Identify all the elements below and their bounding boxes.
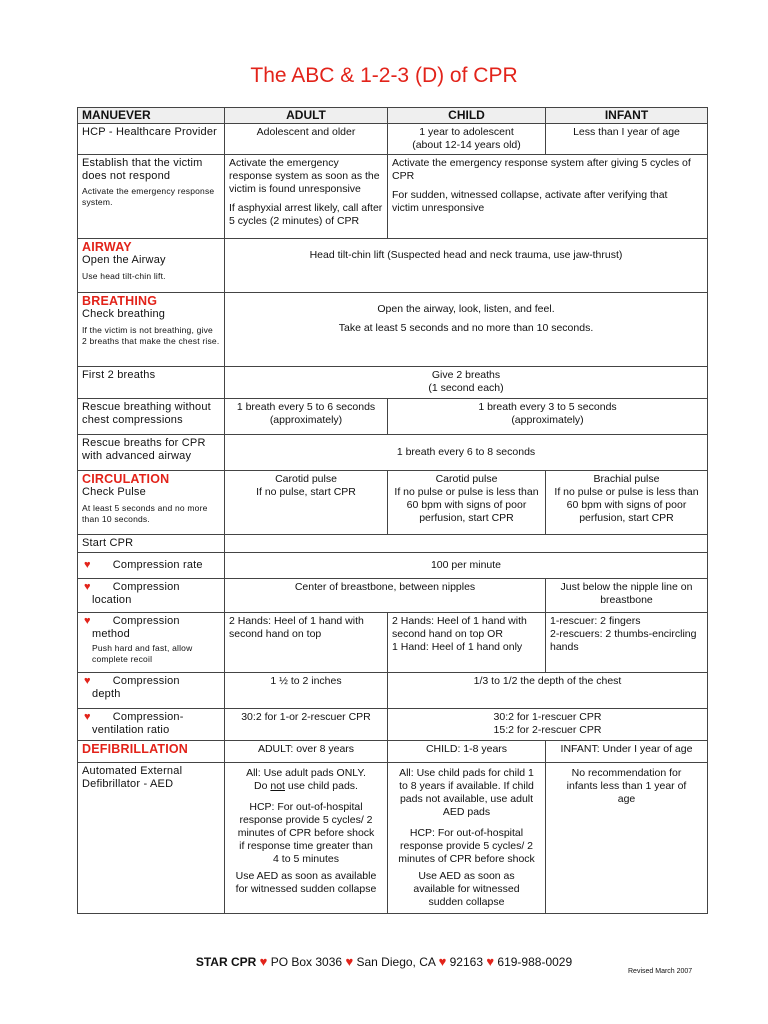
cell-line: Take at least 5 seconds and no more than 10 seconds.	[338, 322, 594, 334]
cell	[225, 763, 388, 914]
cell-line: 15:2 for 2-rescuer CPR	[493, 724, 602, 736]
row-label: Rescue breaths for CPR with advanced airway	[78, 435, 225, 471]
cell: 30:2 for 1-or 2-rescuer CPR	[225, 709, 388, 741]
row-note: Push hard and fast, allow complete recoil	[92, 643, 193, 664]
section-heading-airway: AIRWAY	[82, 240, 132, 254]
cpr-table	[77, 107, 708, 914]
table-row	[78, 367, 708, 399]
heart-icon: ♥	[84, 711, 91, 723]
cell	[388, 471, 546, 535]
footer-phone: 619-988-0029	[497, 955, 573, 969]
header-infant: INFANT	[546, 108, 708, 124]
cell-line: 1-rescuer: 2 fingers	[550, 615, 641, 627]
cell: No recommendation for infants less than 1 year of age	[546, 763, 708, 914]
cell: 1/3 to 1/2 the depth of the chest	[388, 673, 708, 709]
page-title: The ABC & 1-2-3 (D) of CPR	[250, 64, 518, 87]
cell-line: HCP: For out-of-hospital response provide 5 cycles/ 2 minutes of CPR before shock if response time greater than 4 to 5 minutes	[237, 801, 375, 865]
row-label: Compression	[112, 615, 180, 627]
cell	[225, 613, 388, 673]
heart-icon: ♥	[438, 954, 447, 969]
cell-line: HCP: For out-of-hospital response provide 5 cycles/ 2 minutes of CPR before shock	[398, 827, 535, 865]
cell-line: Activate the emergency response system as soon as the victim is found unresponsive	[229, 157, 380, 195]
row-label-cell	[78, 155, 225, 239]
cell-line: Open the airway, look, listen, and feel.	[377, 303, 555, 315]
table-row	[78, 579, 708, 613]
cell-line: second hand on top OR	[392, 628, 503, 640]
section-heading-breathing: BREATHING	[82, 294, 158, 308]
row-label-cell	[78, 293, 225, 367]
row-label-line: location	[92, 594, 132, 606]
row-note: Activate the emergency response system.	[82, 186, 215, 207]
row-label-cell	[78, 613, 225, 673]
cell-line: (approximately)	[269, 414, 343, 426]
row-note: Use head tilt-chin lift.	[82, 271, 166, 281]
cell	[388, 399, 708, 435]
row-label-cell	[78, 239, 225, 293]
row-label: Compression rate	[112, 559, 203, 571]
row-label: Check Pulse	[82, 486, 146, 498]
cell-line: 2 Hands: Heel of 1 hand with	[392, 615, 527, 627]
cell: 1 ½ to 2 inches	[225, 673, 388, 709]
cell-line: Use AED as soon as available for witnessed sudden collapse	[235, 870, 377, 895]
row-note: If the victim is not breathing, give 2 breaths that make the chest rise.	[82, 325, 220, 346]
cell-line: Brachial pulse	[593, 473, 660, 485]
cell: INFANT: Under I year of age	[546, 741, 708, 763]
row-label-line: method	[92, 628, 130, 640]
table-row	[78, 613, 708, 673]
table-row	[78, 435, 708, 471]
cell: Adolescent and older	[225, 124, 388, 155]
row-label: Establish that the victim does not respond	[82, 157, 203, 182]
cell-line: 1 Hand: Heel of 1 hand only	[392, 641, 523, 653]
cell: Just below the nipple line on breastbone	[546, 579, 708, 613]
heart-icon: ♥	[84, 581, 91, 593]
cell	[388, 763, 546, 914]
cell-line: 2-rescuers: 2 thumbs-encircling hands	[550, 628, 697, 653]
header-child: CHILD	[388, 108, 546, 124]
row-label-cell	[78, 553, 225, 579]
cell-line: If asphyxial arrest likely, call after 5 cycles (2 minutes) of CPR	[229, 202, 383, 227]
cell: Less than I year of age	[546, 124, 708, 155]
heart-icon: ♥	[84, 615, 91, 627]
cell-line: Carotid pulse	[435, 473, 498, 485]
cell-line: (about 12-14 years old)	[412, 139, 521, 151]
row-label: Open the Airway	[82, 254, 166, 266]
footer-city: San Diego, CA	[356, 955, 436, 969]
cell-line: If no pulse or pulse is less than 60 bpm with signs of poor perfusion, start CPR	[554, 486, 699, 524]
heart-icon: ♥	[259, 954, 268, 969]
cell-line: (1 second each)	[428, 382, 504, 394]
cell-line: 30:2 for 1-rescuer CPR	[493, 711, 602, 723]
cell-line: Activate the emergency response system after giving 5 cycles of CPR	[392, 157, 691, 182]
cell	[225, 367, 708, 399]
table-row	[78, 741, 708, 763]
cell-line: All: Use adult pads ONLY.	[246, 767, 366, 779]
cell-line: Give 2 breaths	[431, 369, 501, 381]
heart-icon: ♥	[486, 954, 495, 969]
cell-line: (approximately)	[511, 414, 584, 426]
row-label-line: ventilation ratio	[92, 724, 170, 736]
section-heading-defibrillation: DEFIBRILLATION	[78, 741, 225, 763]
table-row	[78, 399, 708, 435]
cell-line: If no pulse, start CPR	[256, 486, 356, 498]
row-label: Start CPR	[78, 535, 225, 553]
table-row	[78, 535, 708, 553]
cell	[225, 535, 708, 553]
cell: 100 per minute	[225, 553, 708, 579]
section-heading-circulation: CIRCULATION	[82, 472, 170, 486]
footer-po-box: PO Box 3036	[270, 955, 343, 969]
footer-zip: 92163	[449, 955, 483, 969]
row-label-cell	[78, 709, 225, 741]
cell-line: Use AED as soon as available for witnessed sudden collapse	[413, 870, 520, 908]
cell-line: If no pulse or pulse is less than 60 bpm with signs of poor perfusion, start CPR	[394, 486, 539, 524]
cell-line: For sudden, witnessed collapse, activate after verifying that victim unresponsive	[392, 189, 668, 214]
cell	[388, 124, 546, 155]
row-label-cell	[78, 673, 225, 709]
heart-icon: ♥	[345, 954, 354, 969]
cell-line: 2 Hands: Heel of 1 hand with	[229, 615, 364, 627]
cell: Head tilt-chin lift (Suspected head and neck trauma, use jaw-thrust)	[225, 239, 708, 293]
table-row	[78, 155, 708, 239]
cell-line: Carotid pulse	[275, 473, 337, 485]
row-label: Rescue breathing without chest compressions	[78, 399, 225, 435]
header-row	[78, 108, 708, 124]
cell	[225, 155, 388, 239]
table-row	[78, 673, 708, 709]
heart-icon: ♥	[84, 675, 91, 687]
cell	[546, 471, 708, 535]
table-row	[78, 763, 708, 914]
row-label-cell	[78, 471, 225, 535]
row-label-cell	[78, 579, 225, 613]
row-label: Compression	[112, 675, 180, 687]
cell	[225, 293, 708, 367]
cell	[388, 613, 546, 673]
table-row	[78, 239, 708, 293]
table-row	[78, 124, 708, 155]
cell: Center of breastbone, between nipples	[225, 579, 546, 613]
row-label: Check breathing	[82, 308, 166, 320]
footer	[0, 954, 768, 969]
cell-line: second hand on top	[229, 628, 322, 640]
table-row	[78, 553, 708, 579]
table-row	[78, 293, 708, 367]
cell	[388, 155, 708, 239]
cell-line: Do not use child pads.	[254, 780, 358, 792]
cell-line: 1 breath every 5 to 6 seconds	[236, 401, 376, 413]
row-label: HCP - Healthcare Provider	[78, 124, 225, 155]
header-maneuver: MANUEVER	[78, 108, 225, 124]
cell-line: 1 year to adolescent	[419, 126, 514, 138]
row-label: Automated External Defibrillator - AED	[78, 763, 225, 914]
table-row	[78, 709, 708, 741]
row-label-line: depth	[92, 688, 121, 700]
row-note: At least 5 seconds and no more than 10 seconds.	[82, 503, 208, 524]
cell: CHILD: 1-8 years	[388, 741, 546, 763]
cell	[388, 709, 708, 741]
cell	[546, 613, 708, 673]
cell: 1 breath every 6 to 8 seconds	[225, 435, 708, 471]
header-adult: ADULT	[225, 108, 388, 124]
cell-line: All: Use child pads for child 1 to 8 years if available. If child pads not available, use adult AED pads	[399, 767, 534, 818]
cell: ADULT: over 8 years	[225, 741, 388, 763]
row-label: Compression-	[112, 711, 184, 723]
cell	[225, 399, 388, 435]
heart-icon: ♥	[84, 559, 91, 571]
cell-line: 1 breath every 3 to 5 seconds	[478, 401, 617, 413]
revised-date: Revised March 2007	[628, 968, 693, 975]
footer-brand: STAR CPR	[195, 955, 257, 969]
table-row	[78, 471, 708, 535]
row-label: First 2 breaths	[78, 367, 225, 399]
row-label: Compression	[112, 581, 180, 593]
cell	[225, 471, 388, 535]
